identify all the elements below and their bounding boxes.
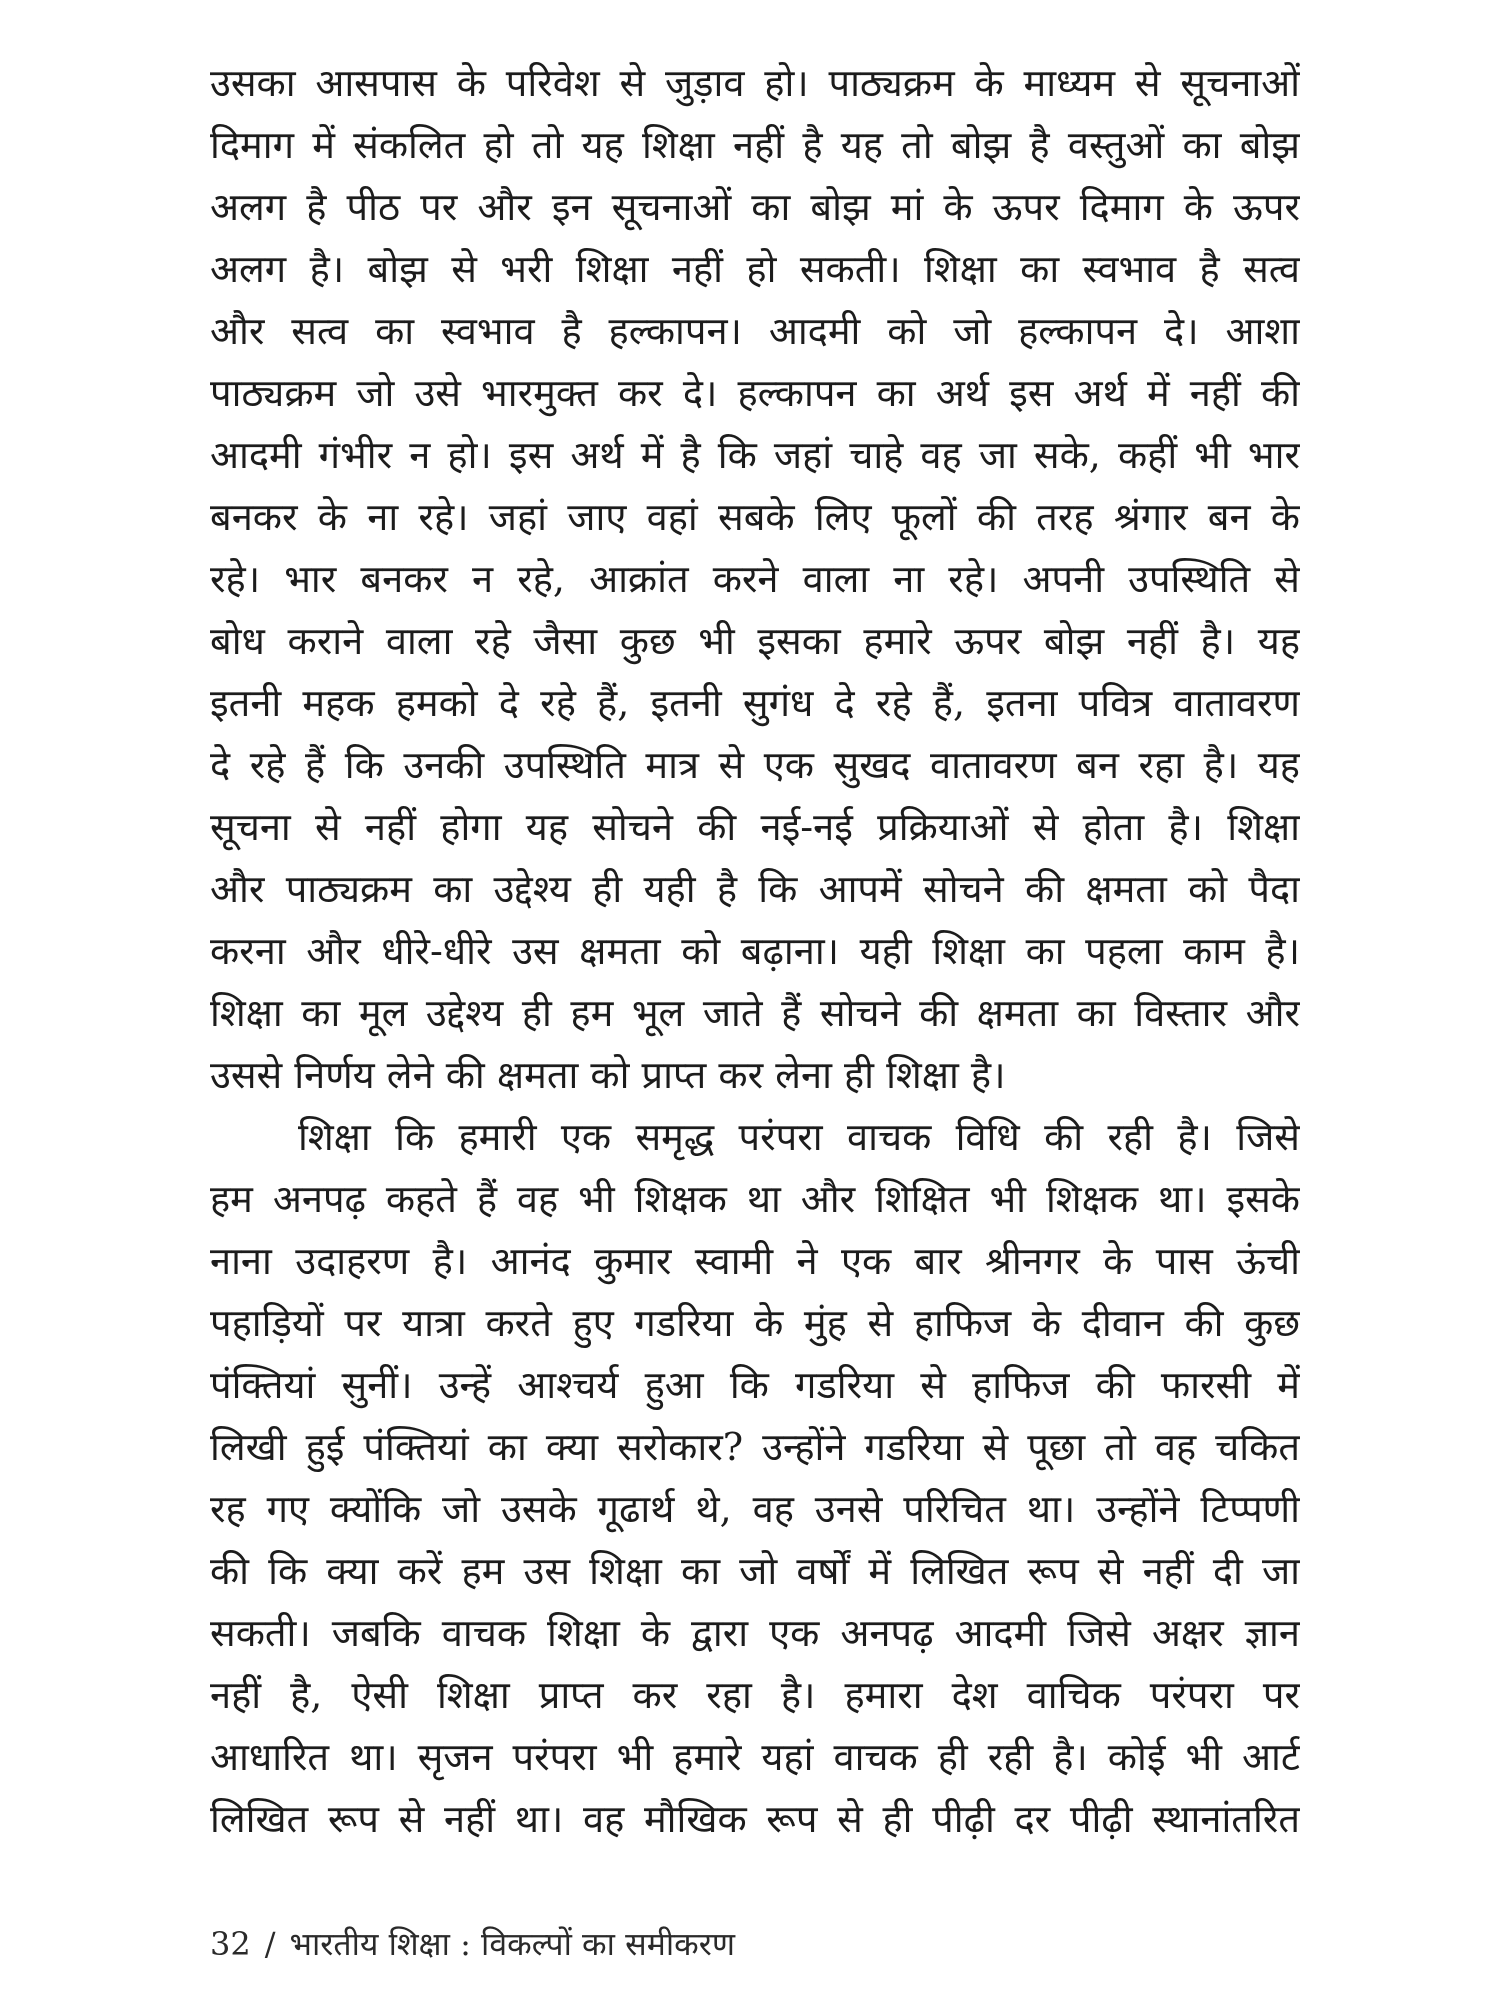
text-line: इतनी महक हमको दे रहे हैं, इतनी सुगंध दे रहे हैं, इतना पवित्र वातावरण: [210, 681, 1300, 725]
text-line: करना और धीरे-धीरे उस क्षमता को बढ़ाना। यही शिक्षा का पहला काम है।: [210, 929, 1300, 973]
text-line: दिमाग में संकलित हो तो यह शिक्षा नहीं है यह तो बोझ है वस्तुओं का बोझ: [210, 123, 1300, 167]
body-text: [210, 52, 1300, 1850]
text-line: बनकर के ना रहे। जहां जाए वहां सबके लिए फूलों की तरह श्रंगार बन के: [210, 495, 1300, 539]
text-line: अलग है पीठ पर और इन सूचनाओं का बोझ मां के ऊपर दिमाग के ऊपर: [210, 185, 1300, 229]
text-line: पंक्तियां सुनीं। उन्हें आश्चर्य हुआ कि गडरिया से हाफिज की फारसी में: [210, 1363, 1300, 1407]
text-line: दे रहे हैं कि उनकी उपस्थिति मात्र से एक सुखद वातावरण बन रहा है। यह: [210, 743, 1300, 787]
text-line: नाना उदाहरण है। आनंद कुमार स्वामी ने एक बार श्रीनगर के पास ऊंची: [210, 1239, 1300, 1283]
text-line: की कि क्या करें हम उस शिक्षा का जो वर्षों में लिखित रूप से नहीं दी जा: [210, 1549, 1300, 1593]
text-line: और सत्व का स्वभाव है हल्कापन। आदमी को जो हल्कापन दे। आशा: [210, 309, 1300, 353]
page-number: 32: [210, 1925, 251, 1963]
text-line: नहीं है, ऐसी शिक्षा प्राप्त कर रहा है। हमारा देश वाचिक परंपरा पर: [210, 1673, 1300, 1717]
book-title: भारतीय शिक्षा : विकल्पों का समीकरण: [289, 1925, 735, 1963]
text-line: बोध कराने वाला रहे जैसा कुछ भी इसका हमारे ऊपर बोझ नहीं है। यह: [210, 619, 1300, 663]
text-line: और पाठ्यक्रम का उद्देश्य ही यही है कि आपमें सोचने की क्षमता को पैदा: [210, 867, 1300, 911]
text-line: अलग है। बोझ से भरी शिक्षा नहीं हो सकती। शिक्षा का स्वभाव है सत्व: [210, 247, 1300, 291]
text-line: रह गए क्योंकि जो उसके गूढार्थ थे, वह उनसे परिचित था। उन्होंने टिप्पणी: [210, 1487, 1300, 1531]
text-line: हम अनपढ़ कहते हैं वह भी शिक्षक था और शिक्षित भी शिक्षक था। इसके: [210, 1177, 1300, 1221]
text-line: पाठ्यक्रम जो उसे भारमुक्त कर दे। हल्कापन का अर्थ इस अर्थ में नहीं की: [210, 371, 1300, 415]
text-line: सकती। जबकि वाचक शिक्षा के द्वारा एक अनपढ़ आदमी जिसे अक्षर ज्ञान: [210, 1611, 1300, 1655]
text-line: आदमी गंभीर न हो। इस अर्थ में है कि जहां चाहे वह जा सके, कहीं भी भार: [210, 433, 1300, 477]
text-line: लिखित रूप से नहीं था। वह मौखिक रूप से ही पीढ़ी दर पीढ़ी स्थानांतरित: [210, 1797, 1300, 1841]
text-line: उसका आसपास के परिवेश से जुड़ाव हो। पाठ्यक्रम के माध्यम से सूचनाओं: [210, 61, 1300, 105]
text-line: आधारित था। सृजन परंपरा भी हमारे यहां वाचक ही रही है। कोई भी आर्ट: [210, 1735, 1300, 1779]
page-footer: [210, 1924, 735, 1964]
paragraph-end-line: उससे निर्णय लेने की क्षमता को प्राप्त कर लेना ही शिक्षा है।: [210, 1053, 1006, 1097]
text-line: लिखी हुई पंक्तियां का क्या सरोकार? उन्होंने गडरिया से पूछा तो वह चकित: [210, 1425, 1300, 1469]
text-line: पहाड़ियों पर यात्रा करते हुए गडरिया के मुंह से हाफिज के दीवान की कुछ: [210, 1301, 1300, 1345]
paragraph-start-line: शिक्षा कि हमारी एक समृद्ध परंपरा वाचक विधि की रही है। जिसे: [298, 1115, 1300, 1159]
text-line: सूचना से नहीं होगा यह सोचने की नई-नई प्रक्रियाओं से होता है। शिक्षा: [210, 805, 1300, 849]
text-line: शिक्षा का मूल उद्देश्य ही हम भूल जाते हैं सोचने की क्षमता का विस्तार और: [210, 991, 1300, 1035]
footer-separator: /: [264, 1925, 276, 1963]
text-line: रहे। भार बनकर न रहे, आक्रांत करने वाला ना रहे। अपनी उपस्थिति से: [210, 557, 1300, 601]
